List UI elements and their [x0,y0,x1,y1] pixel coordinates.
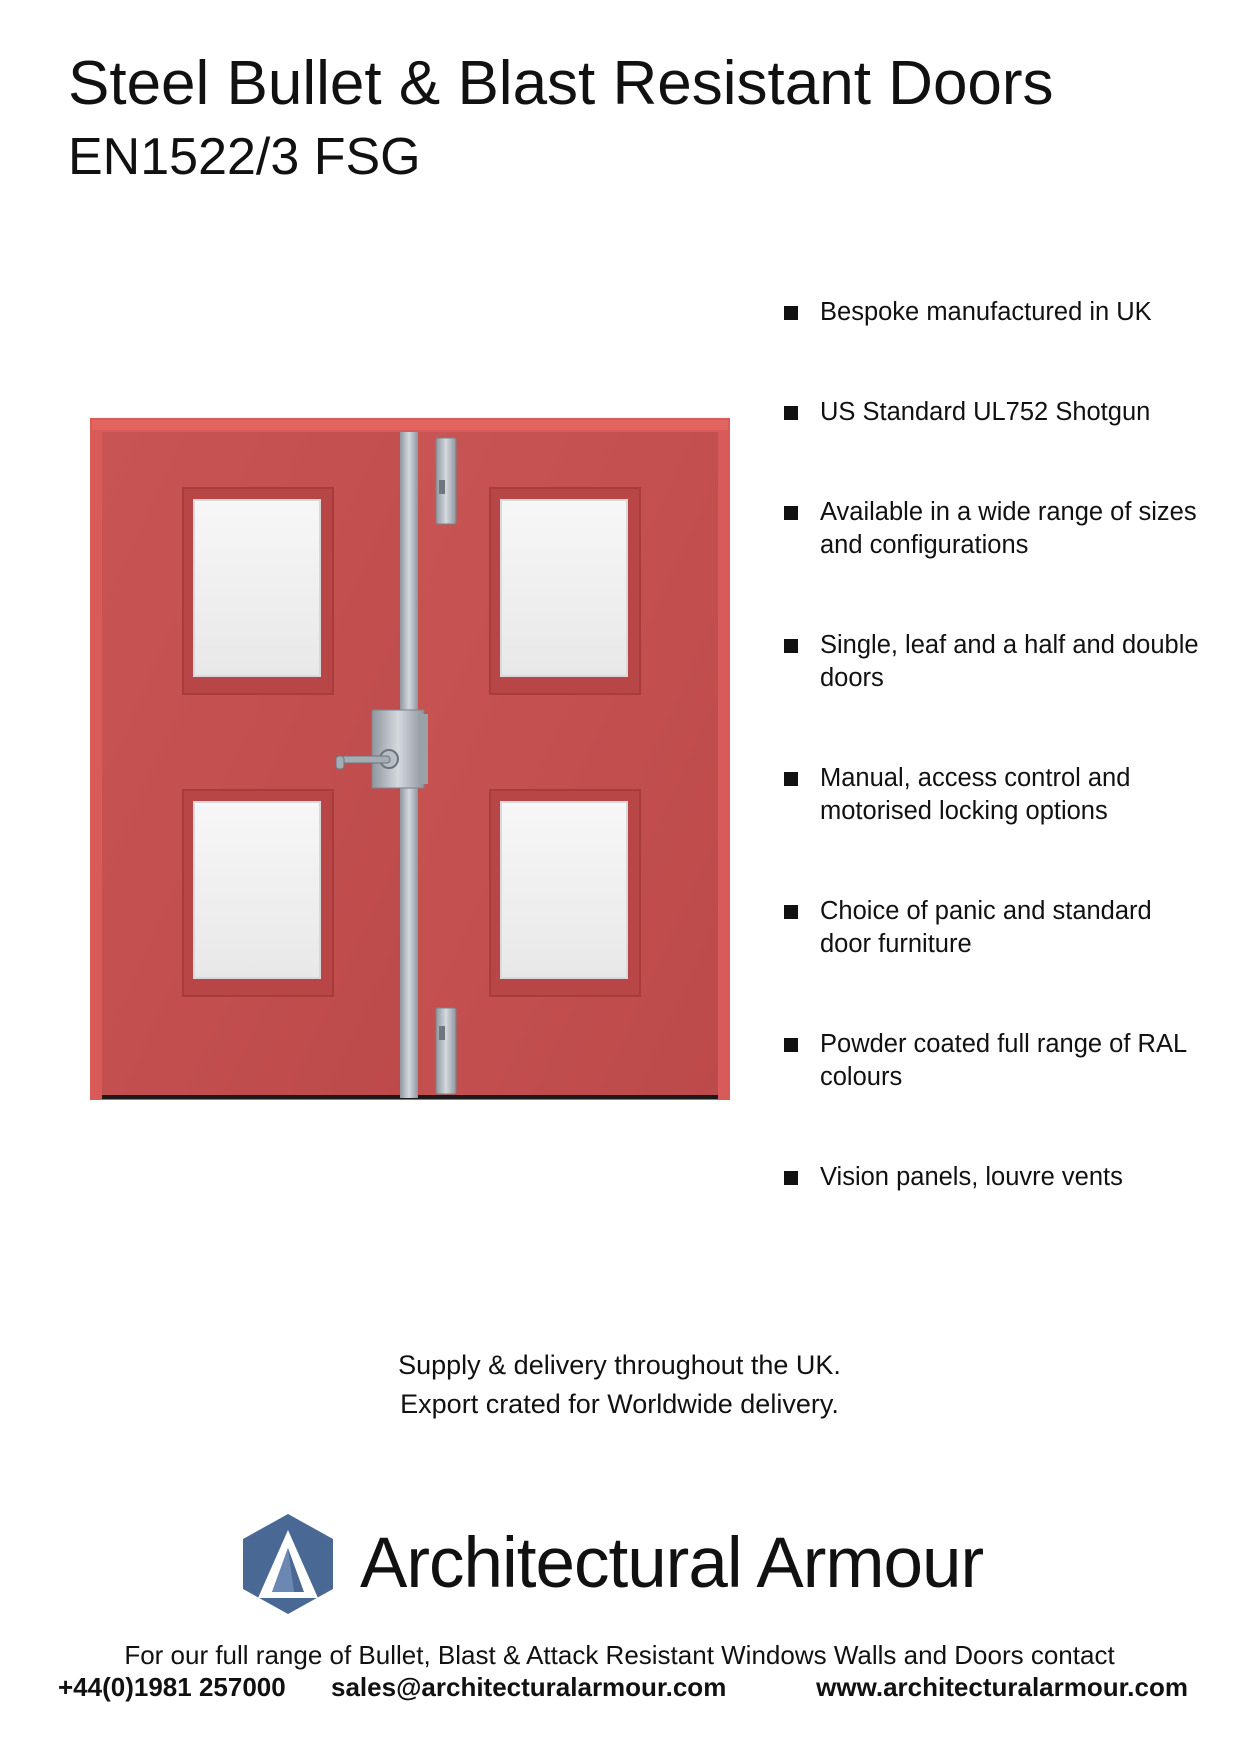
square-bullet-icon [784,1038,798,1052]
supply-note [0,1346,1239,1424]
square-bullet-icon [784,905,798,919]
contact-details [58,1672,1188,1708]
feature-item: US Standard UL752 Shotgun [782,396,1202,429]
hexagon-logo-icon [236,1512,340,1616]
top-bolt [436,438,456,524]
double-door-illustration [90,418,730,1100]
square-bullet-icon [784,506,798,520]
feature-item: Powder coated full range of RAL colours [782,1028,1202,1094]
page-title: Steel Bullet & Blast Resistant Doors [68,49,1054,118]
feature-item: Choice of panic and standard door furniture [782,895,1202,961]
lock-case [372,710,428,788]
square-bullet-icon [784,639,798,653]
feature-item: Bespoke manufactured in UK [782,296,1202,329]
square-bullet-icon [784,772,798,786]
company-logo [236,1510,1016,1620]
square-bullet-icon [784,1171,798,1185]
square-bullet-icon [784,406,798,420]
feature-item: Manual, access control and motorised locking options [782,762,1202,828]
feature-item: Single, leaf and a half and double doors [782,629,1202,695]
brand-name: Architectural Armour [360,1524,984,1603]
email-link[interactable]: sales@architecturalarmour.com [331,1672,727,1702]
feature-item: Available in a wide range of sizes and configurations [782,496,1202,562]
square-bullet-icon [784,306,798,320]
feature-item: Vision panels, louvre vents [782,1161,1202,1194]
vision-panel-top-left [183,488,333,694]
phone-number: +44(0)1981 257000 [58,1672,286,1702]
page-subtitle: EN1522/3 FSG [68,128,421,186]
vision-panel-top-right [490,488,640,694]
contact-tagline: For our full range of Bullet, Blast & Attack Resistant Windows Walls and Doors contact [124,1640,1115,1670]
supply-line-uk: Supply & delivery throughout the UK. [398,1350,841,1380]
vision-panel-bottom-left [183,790,333,996]
vision-panel-bottom-right [490,790,640,996]
website-link[interactable]: www.architecturalarmour.com [816,1672,1188,1702]
feature-list [782,296,1202,1194]
supply-line-export: Export crated for Worldwide delivery. [400,1389,839,1419]
bottom-bolt [436,1008,456,1094]
